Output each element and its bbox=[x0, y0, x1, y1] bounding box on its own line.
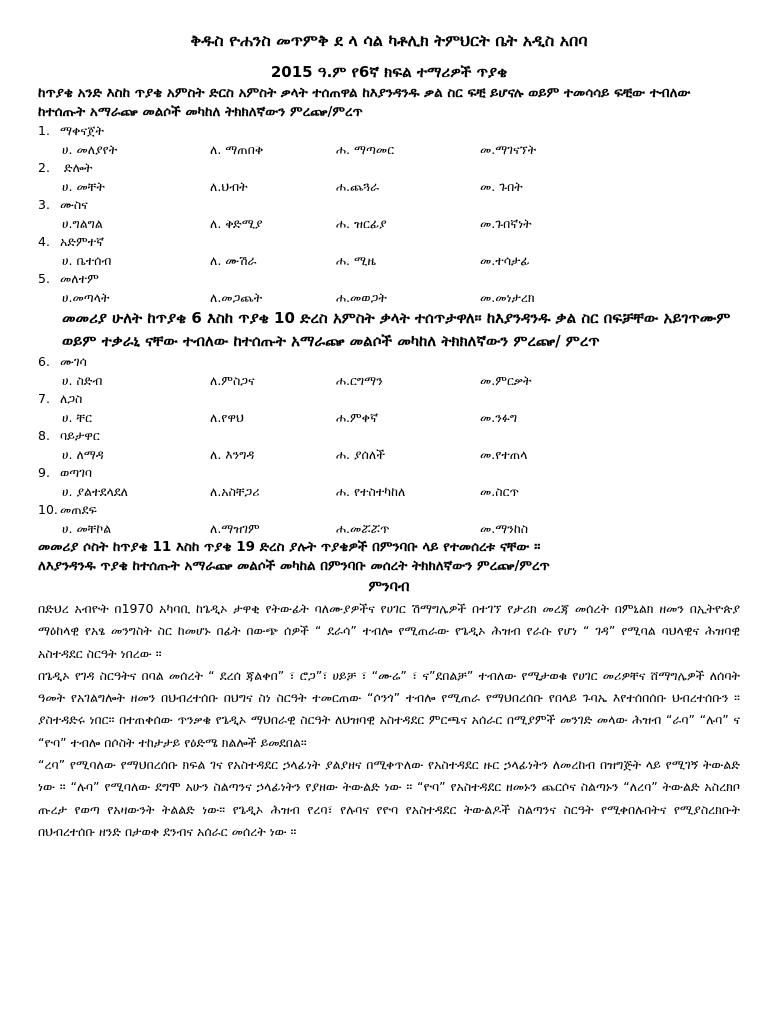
question-number: 6. bbox=[38, 354, 50, 369]
question-word: ሙገሳ bbox=[60, 354, 87, 369]
question-word: አድምተኛ bbox=[60, 234, 105, 249]
answer-option[interactable]: መ.ጉበኛነት bbox=[480, 216, 532, 231]
answer-option[interactable]: ሀ. ያልተደላደለ bbox=[62, 484, 128, 499]
question-word: ማቀናጀት bbox=[60, 123, 104, 138]
answer-options bbox=[38, 482, 740, 501]
answer-option[interactable]: ለ.ምስጋና bbox=[210, 373, 255, 388]
question-number: 5. bbox=[38, 271, 50, 286]
answer-options bbox=[38, 177, 740, 196]
answer-option[interactable]: ሐ.ምቀኛ bbox=[336, 410, 379, 425]
answer-option[interactable]: ለ.አስቸጋሪ bbox=[210, 484, 260, 499]
answer-option[interactable]: ሐ. ማጣመር bbox=[336, 142, 395, 157]
passage-paragraph: በጌዲኦ የገዳ ስርዓትና በባል መሰረት “ ደረሰ ጃልቀበ” ፣ ሮጋ”፣ ሀይቻ ፣ “ሙሬ” ፣ ና”ደበልቻ” ተብለው የሚታወቁ የሀገር መሪዎቸና ሸማግሌዎች ለሰባት ዓመት የአገልግሎት ዘመን በህብረተሰቡ በህግና ስነ ስርዓት ተመርጠው “ሶንጎ” ተብሎ የሚጠራ የማህበረሰቡ የበላይ ጉባኤ እየተሰበሰቡ ህብረተሰቡን ። ያስተዳድሩ ነበር። በተጠቀሰው ጥንቃቄ የጌዲኦ ማህበራዊ ስርዓት ለህዝባዊ አስተዳደር ምርጫና አሰራር በሚያምች መንገድ መላው ሕዝብ “ራባ” “ሉባ” ና “ዮባ” ተብሎ በሶስት ተከታታይ የዕድሜ ክልሎች ይመደበል። bbox=[38, 667, 740, 750]
answer-option[interactable]: ሀ. ቤተሰብ bbox=[62, 253, 112, 268]
answer-option[interactable]: መ.መነታረክ bbox=[480, 290, 535, 305]
answer-option[interactable]: ሀ. መቸት bbox=[62, 179, 105, 194]
answer-option[interactable]: ለ. እንግዳ bbox=[210, 447, 255, 462]
answer-option[interactable]: መ.ንፉግ bbox=[480, 410, 518, 425]
answer-option[interactable]: ሐ.መወጋት bbox=[336, 290, 387, 305]
answer-option[interactable]: ሀ.ግልግል bbox=[62, 216, 103, 231]
answer-options bbox=[38, 445, 740, 464]
answer-option[interactable]: መ.ስርጥ bbox=[480, 484, 520, 499]
part1-instruction: ከጥያቄ አንድ እስከ ጥያቄ አምስት ድርስ አምስት ቃላት ተሰጠዋል ከእያንዳንዱ ቃል ስር ፍቺ ይሆናሉ ወይም ተመሳሳይ ፍቺው ተብለው ከተሰጡት አማራጬ መልሶች መካከለ ትክክለኛውን ምረጬ/ምረጥ bbox=[38, 85, 691, 120]
answer-option[interactable]: ለ.ህብት bbox=[210, 179, 248, 194]
answer-options bbox=[38, 371, 740, 390]
question-item bbox=[38, 196, 740, 214]
answer-options bbox=[38, 519, 740, 538]
passage-title: ምንባብ bbox=[368, 579, 410, 595]
answer-option[interactable]: ሐ. የተስተካከለ bbox=[336, 484, 406, 499]
question-item bbox=[38, 233, 740, 251]
answer-option[interactable]: ለ. ማጠበቅ bbox=[210, 142, 264, 157]
answer-options bbox=[38, 408, 740, 427]
part3-instruction-line1: መመሪያ ሶስት ከጥያቄ 11 እስከ ጥያቄ 19 ድረስ ያሉት ጥያቄዎች በምንባቡ ላይ የተመሰረቱ ናቸው ። bbox=[38, 539, 541, 555]
answer-option[interactable]: ሀ.መጣላት bbox=[62, 290, 110, 305]
answer-option[interactable]: መ.ማንከስ bbox=[480, 521, 529, 536]
answer-option[interactable]: ሐ. ሚዜ bbox=[336, 253, 376, 268]
question-item bbox=[38, 501, 740, 519]
part1-question-list bbox=[38, 122, 740, 307]
answer-option[interactable]: ሀ. ለማዳ bbox=[62, 447, 104, 462]
answer-options bbox=[38, 288, 740, 307]
question-item bbox=[38, 353, 740, 371]
question-item bbox=[38, 122, 740, 140]
answer-options bbox=[38, 140, 740, 159]
answer-option[interactable]: ሐ. ያሰለች bbox=[336, 447, 386, 462]
question-item bbox=[38, 159, 740, 177]
question-item bbox=[38, 464, 740, 482]
question-word: ለጋስ bbox=[60, 391, 83, 406]
question-word: መጠደፍ bbox=[60, 502, 97, 517]
answer-option[interactable]: ለ.የዋህ bbox=[210, 410, 244, 425]
question-number: 9. bbox=[38, 465, 50, 480]
question-number: 3. bbox=[38, 197, 50, 212]
answer-option[interactable]: መ.የተጠላ bbox=[480, 447, 528, 462]
answer-option[interactable]: ለ.መጋጨት bbox=[210, 290, 263, 305]
question-word: ድሎት bbox=[60, 160, 93, 175]
question-number: 8. bbox=[38, 428, 50, 443]
school-name: ቅዱስ ዮሐንስ መጥምቅ ደ ላ ሳል ካቶሊክ ትምህርት ቤት አዲስ አበባ bbox=[190, 31, 588, 50]
question-item bbox=[38, 270, 740, 288]
passage bbox=[38, 598, 740, 843]
answer-option[interactable]: ሐ.መሯሯጥ bbox=[336, 521, 390, 536]
question-number: 10. bbox=[38, 502, 58, 517]
answer-options bbox=[38, 251, 740, 270]
answer-option[interactable]: መ. ጉበት bbox=[480, 179, 523, 194]
question-word: ወጣገባ bbox=[60, 465, 93, 480]
question-item bbox=[38, 390, 740, 408]
question-number: 2. bbox=[38, 160, 50, 175]
answer-option[interactable]: ሀ. ቸር bbox=[62, 410, 92, 425]
question-word: መለተም bbox=[60, 271, 99, 286]
answer-option[interactable]: ሀ. መለያየት bbox=[62, 142, 118, 157]
part2-instruction: መመሪያ ሁለት ከጥያቄ 6 እስከ ጥያቄ 10 ድረስ አምስት ቃላት ተሰጥታዋለ። ከእያንዳንዱ ቃል ስር በፍቻቸው አይገጥሙም ወይም ተቃራኒ ናቸው ተብለው ከተሰጡት አማራጬ መልሶች መካከለ ትክክለኛውን ምረጬ/ ምረጥ bbox=[62, 309, 731, 350]
answer-option[interactable]: ለ. ሙሽራ bbox=[210, 253, 257, 268]
answer-option[interactable]: መ.ማገናኘት bbox=[480, 142, 537, 157]
answer-option[interactable]: ሀ. መቸኮል bbox=[62, 521, 112, 536]
passage-paragraph: “ረባ” የሚባለው የማህበረሰቡ ክፍል ገና የአስተዳደር ኃላፊነት ያልያዘና በሚቀጥለው የአስተዳደር ዙር ኃላፊነትን ለመረከብ በዝግጅት ላይ የሚገኝ ትውልድ ነው ። “ሉባ” የሚባለው ደግሞ አሁን ስልጣንና ኃላፊነትን የያዘው ትውልድ ነው ። “ዮባ” የአስተዳደር ዘመኑን ጨርሶና ስልጣኑን “ለረባ” ትውልድ አስረክቦ ጡረታ የወጣ የአዛውንት ትልልድ ነው። የጌዲኦ ሕዝብ የረባ፣ የሉባና የዮባ የአስተዳደር ትውልዶች ስልጣንና ስርዓት የሚቀበሉበትና የሚያስረክቡት በህብረተሰቡ ዘንድ በታወቀ ደንብና አሰራር መሰረት ነው ። bbox=[38, 757, 740, 839]
answer-options bbox=[38, 214, 740, 233]
passage-paragraph: በድህረ አብዮት በ1970 አካባቢ ከጌዲኦ ታዋቂ የትውፊት ባለሙያዎችና የሀገር ሽማግሌዎች በተገኘ የታሪክ መረጃ መሰረት በምኒልክ ዘመን በኢትዮጵያ ማዕከላዊ የአፄ መንግስት ስር ከመሆኑ በፊት በውጭ ሰዎች “ ደራሳ” ተብሎ የሚጠራው የጌዲኦ ሕዝብ የራሱ የሆነ “ ገዳ” የሚባል ባህላዊና ሕዝባዊ አስተዳደር ስርዓት ነበረው ። bbox=[38, 601, 740, 661]
question-number: 1. bbox=[38, 123, 50, 138]
question-item bbox=[38, 427, 740, 445]
answer-option[interactable]: ሐ.ጨጓራ bbox=[336, 179, 380, 194]
answer-option[interactable]: ሐ. ዝርፊያ bbox=[336, 216, 387, 231]
part2-question-list bbox=[38, 353, 740, 538]
answer-option[interactable]: ሐ.ርግማን bbox=[336, 373, 383, 388]
answer-option[interactable]: መ.ምርቃት bbox=[480, 373, 532, 388]
question-word: ሙስና bbox=[60, 197, 88, 212]
exam-title: 2015 ዓ.ም የ6ኛ ክፍል ተማሪዎች ጥያቄ bbox=[270, 63, 508, 81]
question-number: 7. bbox=[38, 391, 50, 406]
question-number: 4. bbox=[38, 234, 50, 249]
question-word: ባይታዋር bbox=[60, 428, 100, 443]
answer-option[interactable]: ለ.ማዝገም bbox=[210, 521, 260, 536]
answer-option[interactable]: መ.ተሳታፊ bbox=[480, 253, 530, 268]
answer-option[interactable]: ለ. ቅድሚያ bbox=[210, 216, 263, 231]
answer-option[interactable]: ሀ. ስድብ bbox=[62, 373, 103, 388]
part3-instruction-line2: ለእያንዳንዱ ጥያቄ ከተሰጡት አማራጬ መልሶች መካከል በምንባቡ መሰረት ትክክለኛውን ምረጬ/ምረጥ bbox=[38, 558, 550, 574]
